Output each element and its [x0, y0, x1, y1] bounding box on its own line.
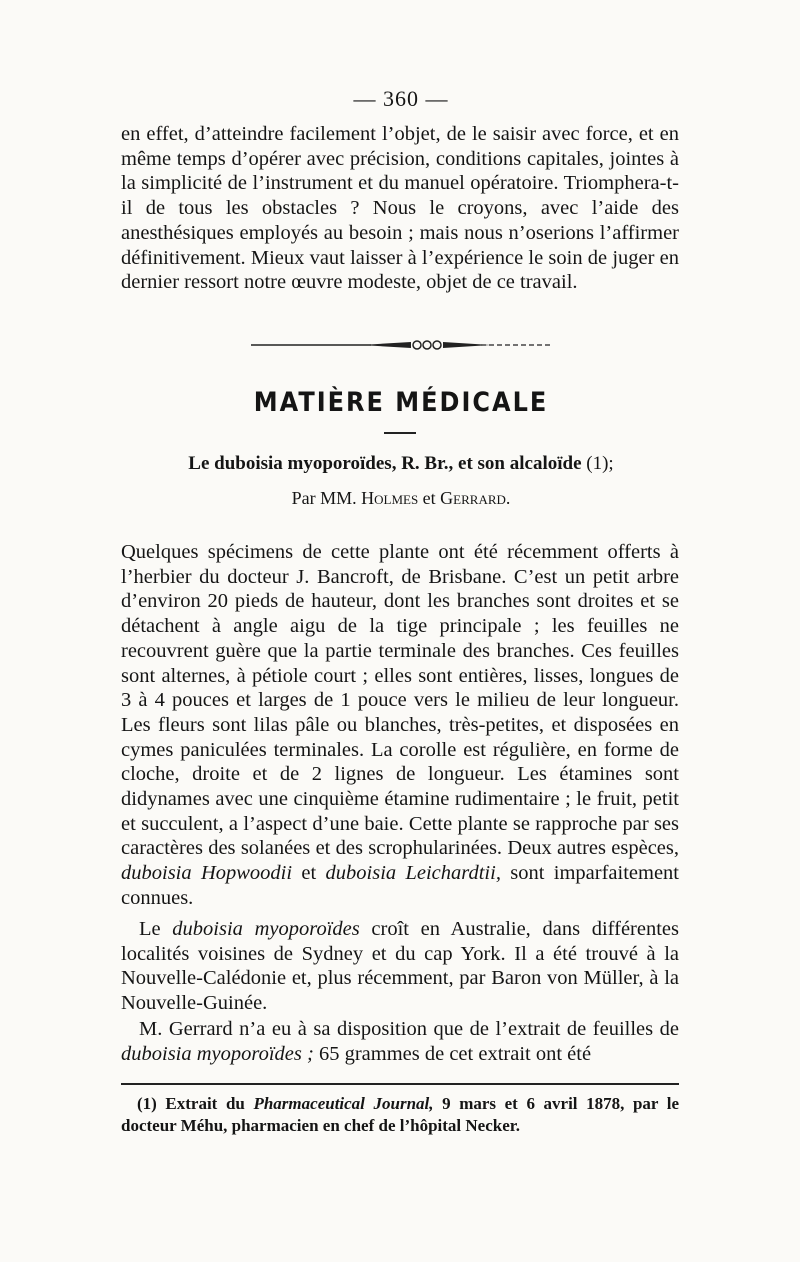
article-title: [121, 453, 681, 475]
intro-paragraph: en effet, d’atteindre facilement l’objet, de le saisir avec force, et en même temps d’opérer avec précision, conditions capitales, jointes à la simplicité de l’instrument et du manuel opératoire. Triomphera-t-il de tous les obstacles ? Nous le croyons, avec l’aide des anesthésiques employés au besoin ; mais nous n’oserions l’affirmer définitivement. Mieux vaut laisser à l’expérience le soin de juger en dernier ressort notre œuvre modeste, objet de ce travail.: [121, 123, 679, 294]
footnote-ref: (1);: [586, 453, 614, 474]
authors-prefix: Par MM.: [291, 488, 357, 508]
p2-species-2: duboisia Leichardtii,: [325, 862, 501, 885]
footnote-journal: Pharmaceutical Journal,: [253, 1094, 434, 1113]
footnote: [121, 1093, 679, 1137]
title-rule: [384, 432, 416, 434]
footnote-rule: [121, 1083, 679, 1085]
p4-text-a: M. Gerrard n’a eu à sa disposition que de l’extrait de feuilles de: [139, 1018, 679, 1040]
p4-text-b: 65 grammes de cet extrait ont été: [318, 1042, 592, 1065]
p3-text-a: Le: [139, 918, 161, 940]
footnote-text-b: 9 mars et 6 avril 1878, par le docteur Méhu, pharmacien en chef de l’hôpital Necker.: [121, 1094, 680, 1135]
authors-and: et: [422, 488, 436, 508]
author-2: Gerrard.: [440, 488, 511, 508]
paragraph-description: [121, 540, 679, 911]
p3-species: duboisia myoporoïdes: [172, 918, 360, 940]
article-title-text: Le duboisia myoporoïdes, R. Br., et son alcaloïde: [188, 453, 582, 474]
ornament-divider: [251, 335, 561, 355]
paragraph-extract: [121, 1017, 679, 1066]
page-number: — 360 —: [353, 86, 449, 111]
article-authors: [121, 488, 681, 509]
author-1: Holmes: [361, 488, 419, 508]
p2-text-c: sont imparfaitement connues.: [121, 862, 680, 909]
paragraph-distribution: [121, 917, 679, 1016]
p2-text-a: Quelques spécimens de cette plante ont été récemment offerts à l’herbier du docteur J. Bancroft, de Brisbane. C’est un petit arbre d’environ 20 pieds de hauteur, dont les branches sont droites et se détachent à angle aigu de la tige principale ; les feuilles ne recouvrent guère que la partie terminale des branches. Ces feuilles sont alternes, à pétiole court ; elles sont entières, lisses, longues de 3 à 4 pouces et larges de 1 pouce vers le milieu de leur longueur. Les fleurs sont lilas pâle ou blanches, très-petites, et disposées en cymes paniculées terminales. La corolle est régulière, en forme de cloche, droite et de 2 lignes de longueur. Les étamines sont didynames avec une cinquième étamine rudimentaire ; le fruit, petit et succulent, a l’aspect d’une baie. Cette plante se rapproche par ses caractères des solanées et des scrophularinées. Deux autres espèces,: [121, 541, 679, 860]
p4-species: duboisia myoporoïdes ;: [121, 1042, 314, 1065]
p3-text-b: croît en Australie, dans différentes localités voisines de Sydney et du cap York. Il a été trouvé à la Nouvelle-Calédonie et, plus récemment, par Baron von Müller, à la Nouvelle-Guinée.: [121, 918, 679, 1015]
footnote-text-a: (1) Extrait du: [137, 1094, 245, 1113]
section-title: MATIÈRE MÉDICALE: [253, 386, 549, 418]
p2-text-b: et: [301, 862, 317, 885]
p2-species-1: duboisia Hopwoodii: [121, 862, 293, 885]
